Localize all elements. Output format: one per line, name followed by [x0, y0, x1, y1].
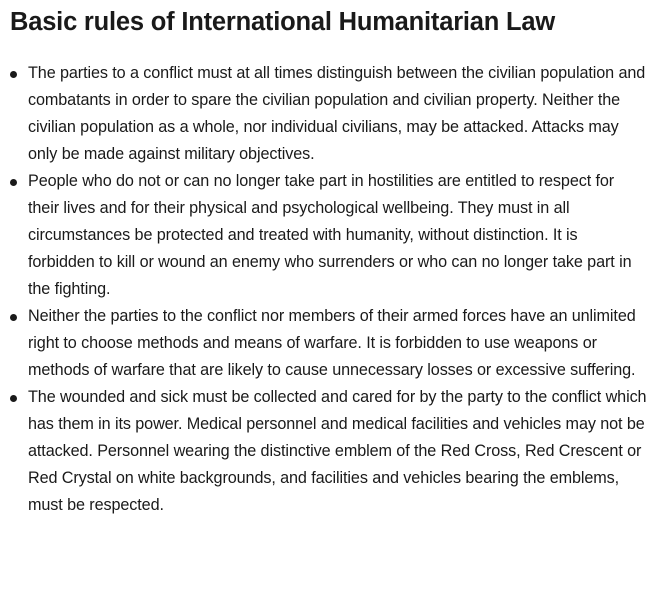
bullet-icon: [10, 71, 17, 78]
bullet-icon: [10, 314, 17, 321]
bullet-icon: [10, 179, 17, 186]
bullet-icon: [10, 395, 17, 402]
list-item-text: Neither the parties to the conflict nor members of their armed forces have an unlimited right to choose methods and means of warfare. It is forbidden to use weapons or methods of warfare that are likely to cause unnecessary losses or excessive suffering.: [28, 307, 636, 379]
page-title: Basic rules of International Humanitarian Law: [10, 8, 556, 36]
list-item-text: The wounded and sick must be collected and cared for by the party to the conflict which has them in its power. Medical personnel and medical facilities and vehicles may not be attacked. Personnel wearing the distinctive emblem of the Red Cross, Red Crescent or Red Crystal on white backgrounds, and facilities and vehicles bearing the emblems, must be respected.: [28, 388, 647, 514]
list-item: [10, 168, 647, 303]
list-item: [10, 60, 647, 168]
list-item-text: People who do not or can no longer take part in hostilities are entitled to respect for their lives and for their physical and psychological wellbeing. They must in all circumstances be protected and treated with humanity, without distinction. It is forbidden to kill or wound an enemy who surrenders or who can no longer take part in the fighting.: [28, 172, 632, 298]
list-item: [10, 384, 647, 519]
list-item-text: The parties to a conflict must at all times distinguish between the civilian population and combatants in order to spare the civilian population and civilian property. Neither the civilian population as a whole, nor individual civilians, may be attacked. Attacks may only be made against military objectives.: [28, 64, 646, 163]
rules-list: [10, 60, 647, 519]
list-item: [10, 303, 647, 384]
